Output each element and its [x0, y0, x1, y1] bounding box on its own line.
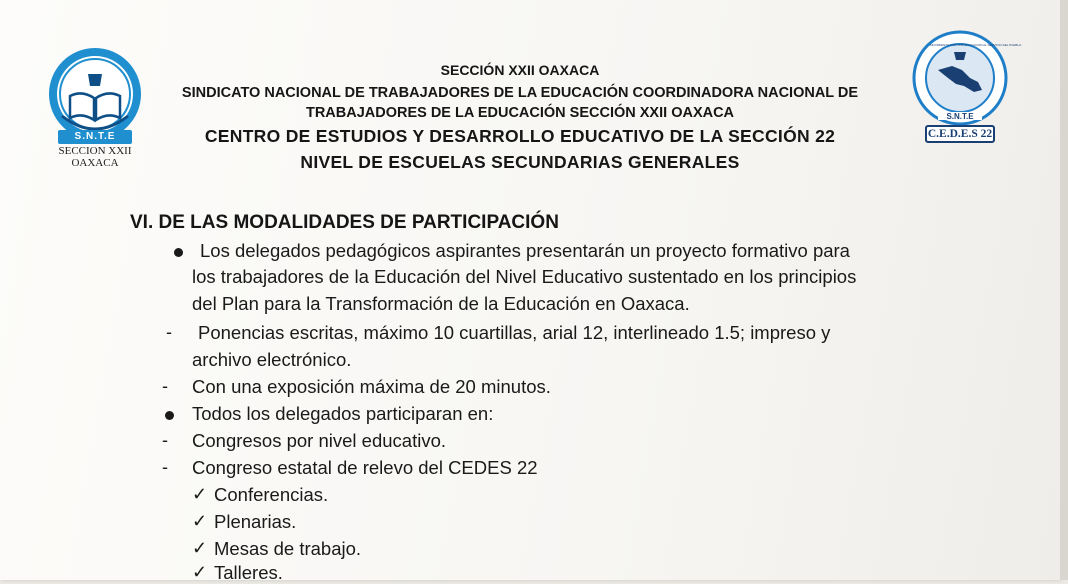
- page-edge: [1060, 0, 1068, 580]
- list-item-text: Todos los delegados participaran en:: [192, 403, 494, 424]
- header-union-name-2: TRABAJADORES DE LA EDUCACIÓN SECCIÓN XXII OAXACA: [305, 105, 735, 121]
- list-item-text: Ponencias escritas, máximo 10 cuartillas, arial 12, interlineado 1.5; impreso y: [198, 322, 831, 343]
- header-level-name: NIVEL DE ESCUELAS SECUNDARIAS GENERALES: [300, 152, 740, 172]
- list-item-text: Con una exposición máxima de 20 minutos.: [192, 376, 551, 397]
- dash-marker: -: [166, 322, 172, 342]
- logo-left-caption-2: OAXACA: [71, 157, 119, 169]
- header-center-name: CENTRO DE ESTUDIOS Y DESARROLLO EDUCATIVO DE LA SECCIÓN 22: [204, 126, 836, 146]
- list-item-text: Talleres.: [214, 562, 283, 583]
- list-item-text: Congreso estatal de relevo del CEDES 22: [192, 457, 538, 478]
- logo-right-label-box: C.E.D.E.S 22: [927, 128, 993, 140]
- check-icon: ✓: [192, 511, 208, 531]
- logo-right-label-top: S.N.T.E: [946, 112, 974, 121]
- logo-left-banner: S.N.T.E: [74, 131, 116, 142]
- check-icon: ✓: [192, 562, 208, 582]
- bullet-icon: [165, 411, 174, 420]
- list-item-text: archivo electrónico.: [192, 349, 352, 370]
- dash-marker: -: [162, 457, 168, 477]
- list-item-text: Mesas de trabajo.: [214, 538, 362, 559]
- dash-marker: -: [162, 430, 168, 450]
- list-item-text: del Plan para la Transformación de la Educación en Oaxaca.: [192, 293, 690, 314]
- list-item-text: Conferencias.: [214, 484, 329, 505]
- dash-marker: -: [162, 376, 168, 396]
- section-title: VI. DE LAS MODALIDADES DE PARTICIPACIÓN: [130, 212, 559, 233]
- list-item-text: Congresos por nivel educativo.: [192, 430, 447, 451]
- bullet-icon: [174, 248, 183, 257]
- list-item-text: los trabajadores de la Educación del Nivel Educativo sustentado en los principios: [192, 266, 857, 287]
- header-union-name-1: SINDICATO NACIONAL DE TRABAJADORES DE LA EDUCACIÓN COORDINADORA NACIONAL DE: [181, 85, 859, 101]
- list-item-text: Los delegados pedagógicos aspirantes presentarán un proyecto formativo para: [200, 240, 850, 261]
- logo-right-ring-text: MOVIMIENTO POR UNA EDUCACION AL SERVICIO DEL PUEBLO: [930, 43, 1022, 47]
- check-icon: ✓: [192, 538, 208, 558]
- logo-left-caption-1: SECCION XXII: [58, 145, 132, 157]
- header-section-name: SECCIÓN XXII OAXACA: [440, 62, 600, 78]
- list-item-text: Plenarias.: [214, 511, 297, 532]
- check-icon: ✓: [192, 484, 208, 504]
